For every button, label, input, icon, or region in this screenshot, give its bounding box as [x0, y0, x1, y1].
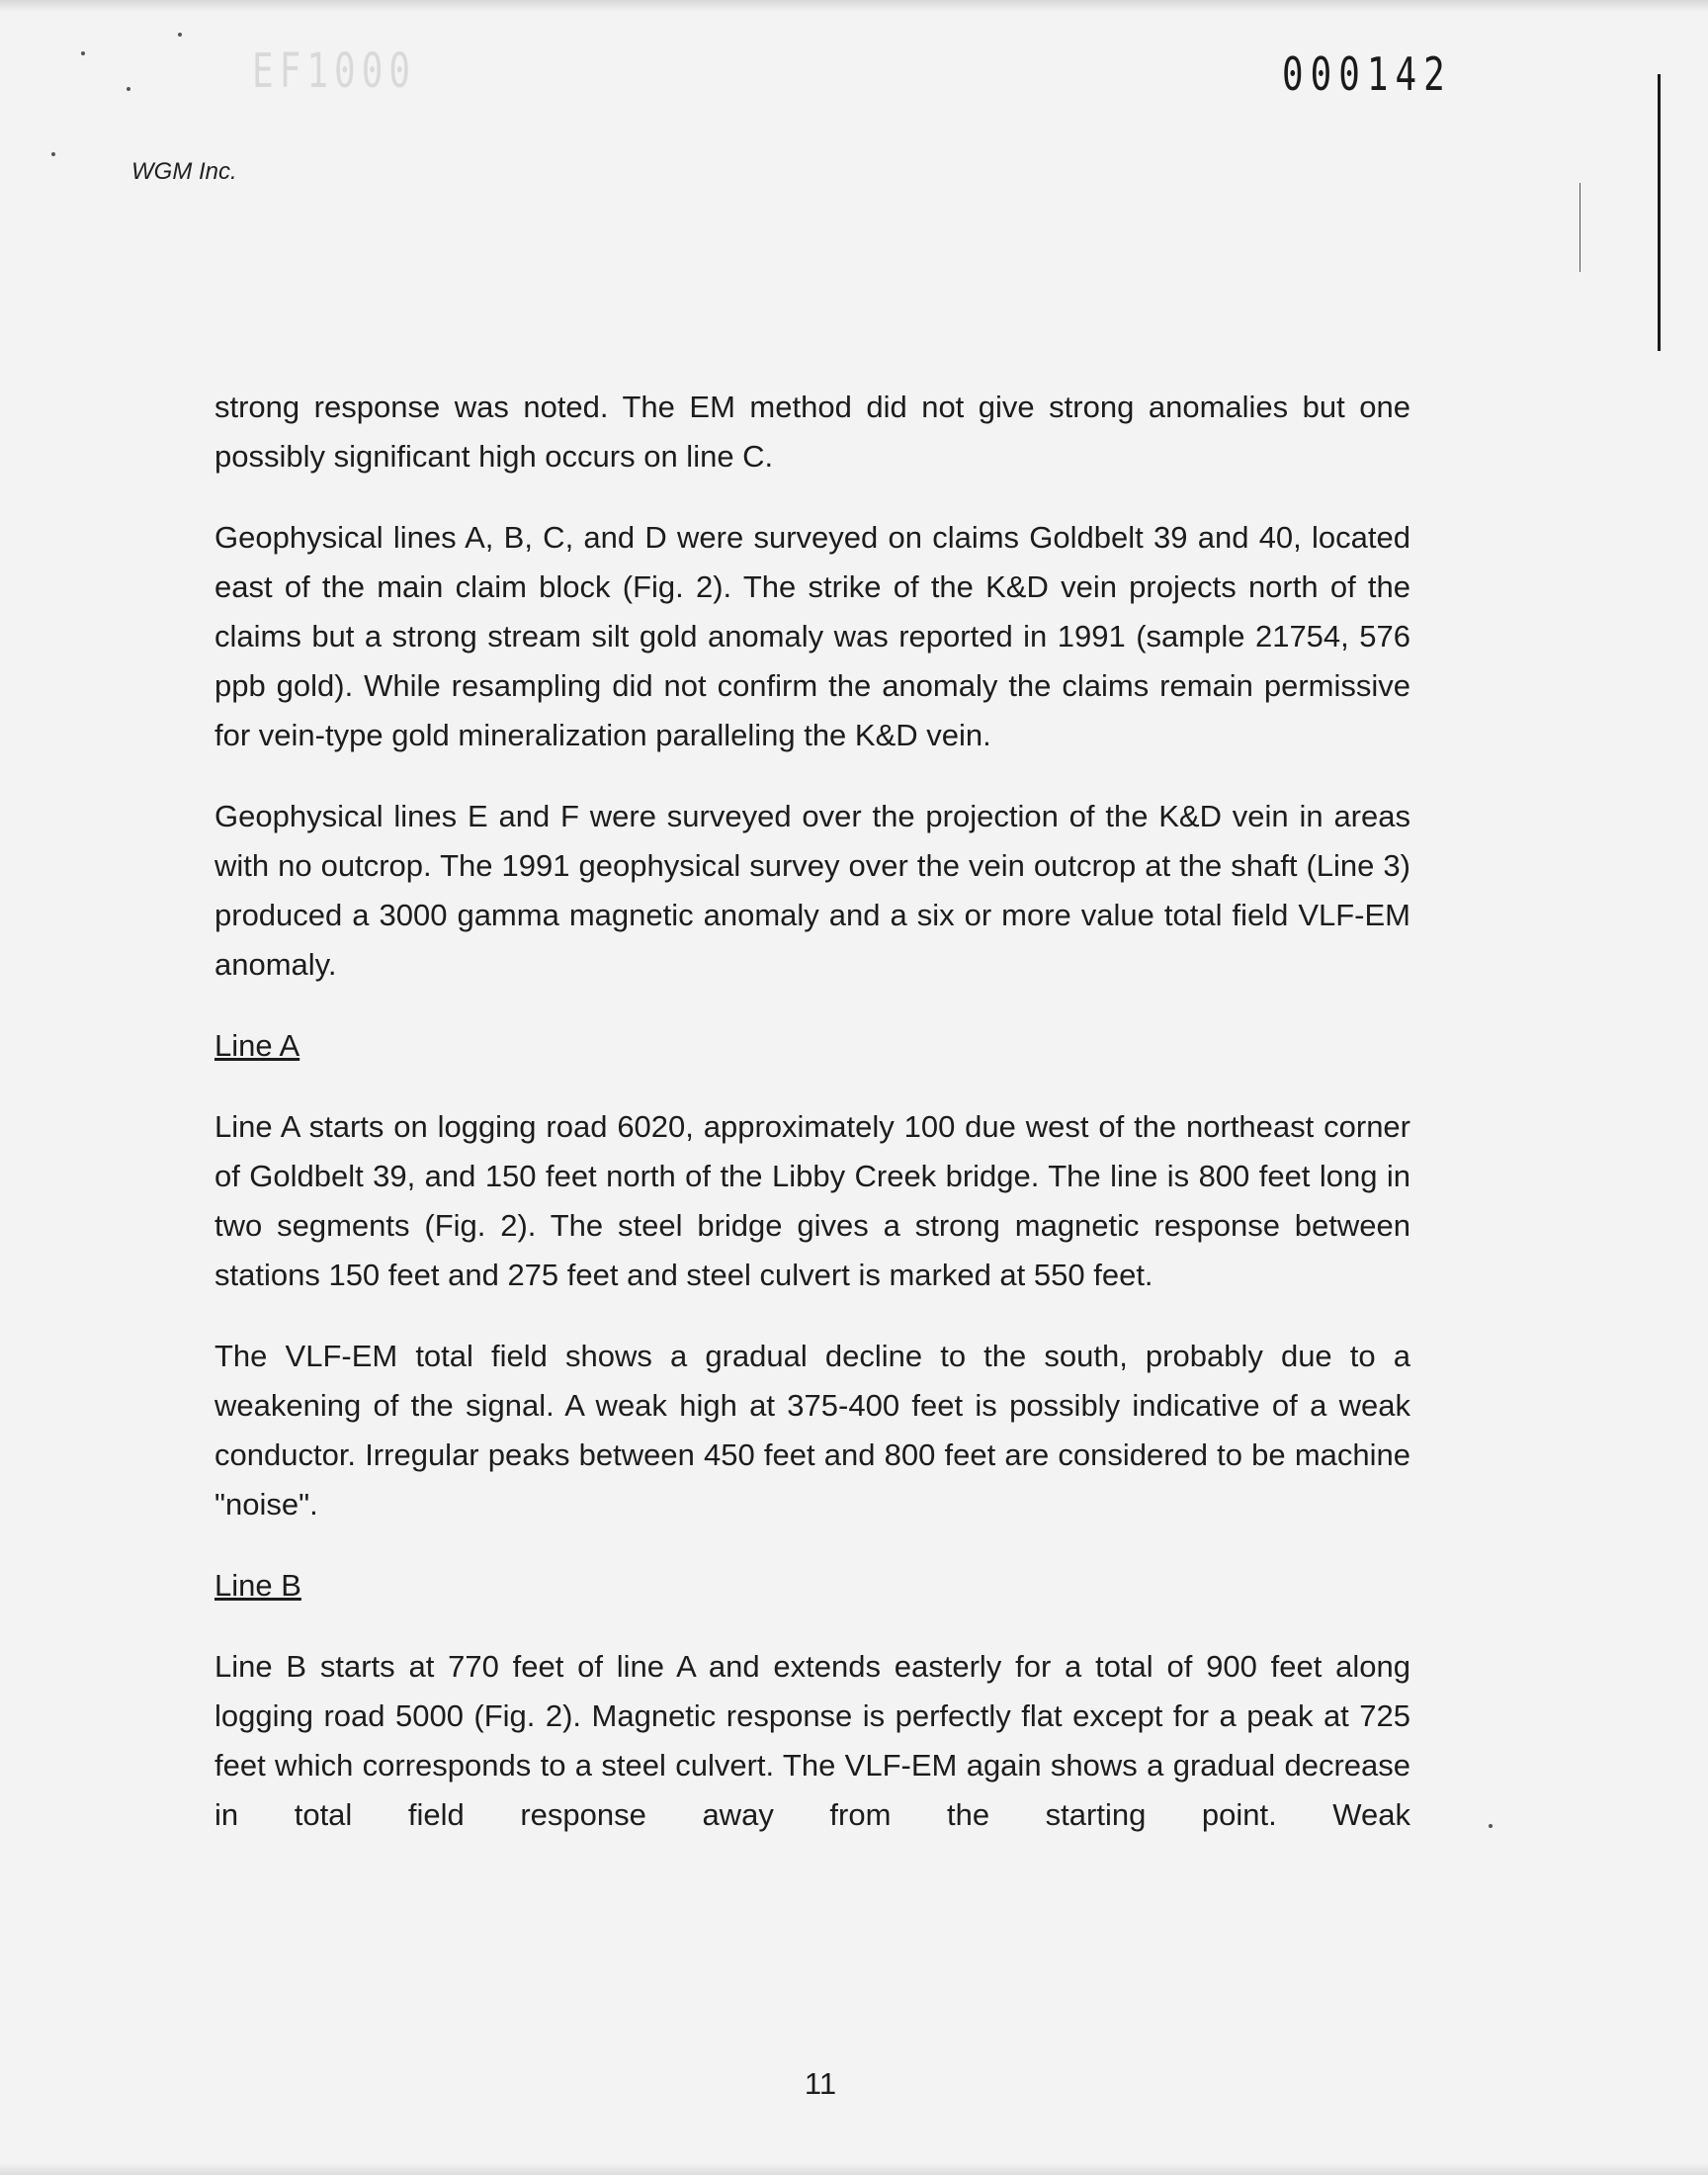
scan-speck — [51, 152, 55, 156]
company-name: WGM Inc. — [131, 158, 237, 185]
section-heading-line-b: Line B — [214, 1568, 301, 1603]
paragraph: Line B starts at 770 feet of line A and extends easterly for a total of 900 feet along logging road 5000 (Fig. 2). Magnetic response is perfectly flat except for a peak at 725 feet which corresponds to a steel culvert. The VLF-EM again shows a gradual decrease in total field response away from the starting point. Weak — [214, 1649, 1410, 1832]
scan-speck — [178, 33, 182, 37]
scan-speck — [81, 51, 85, 55]
paragraph: strong response was noted. The EM method did not give strong anomalies but one possibly significant high occurs on line C. — [214, 390, 1410, 474]
paragraph: The VLF-EM total field shows a gradual decline to the south, probably due to a weakening of the signal. A weak high at 375-400 feet is possibly indicative of a weak conductor. Irregular peaks between 450 feet and 800 feet are considered to be machine "noise". — [214, 1339, 1410, 1522]
faint-stamp: EF1000 — [252, 44, 417, 99]
paragraph: Geophysical lines E and F were surveyed over the projection of the K&D vein in areas with no outcrop. The 1991 geophysical survey over the vein outcrop at the shaft (Line 3) produced a 3000 gamma magnetic anomaly and a six or more value total field VLF-EM anomaly. — [214, 799, 1410, 982]
scan-margin-line — [1658, 74, 1661, 351]
paragraph: Geophysical lines A, B, C, and D were surveyed on claims Goldbelt 39 and 40, located east of the main claim block (Fig. 2). The strike of the K&D vein projects north of the claims but a strong stream silt gold anomaly was reported in 1991 (sample 21754, 576 ppb gold). While resampling did not confirm the anomaly the claims remain permissive for vein-type gold mineralization paralleling the K&D vein. — [214, 520, 1410, 752]
paragraph: Line A starts on logging road 6020, approximately 100 due west of the northeast corner of Goldbelt 39, and 150 feet north of the Libby Creek bridge. The line is 800 feet long in two segments (Fig. 2). The steel bridge gives a strong magnetic response between stations 150 feet and 275 feet and steel culvert is marked at 550 feet. — [214, 1109, 1410, 1292]
section-heading-line-a: Line A — [214, 1028, 300, 1063]
page-number: 11 — [804, 2066, 837, 2101]
document-body — [214, 383, 1410, 1871]
scan-speck — [127, 87, 130, 91]
scan-speck — [1489, 1824, 1493, 1828]
scan-edge-bottom — [0, 2163, 1708, 2175]
document-number: 000142 — [1282, 47, 1452, 101]
scan-edge-top — [0, 0, 1708, 12]
